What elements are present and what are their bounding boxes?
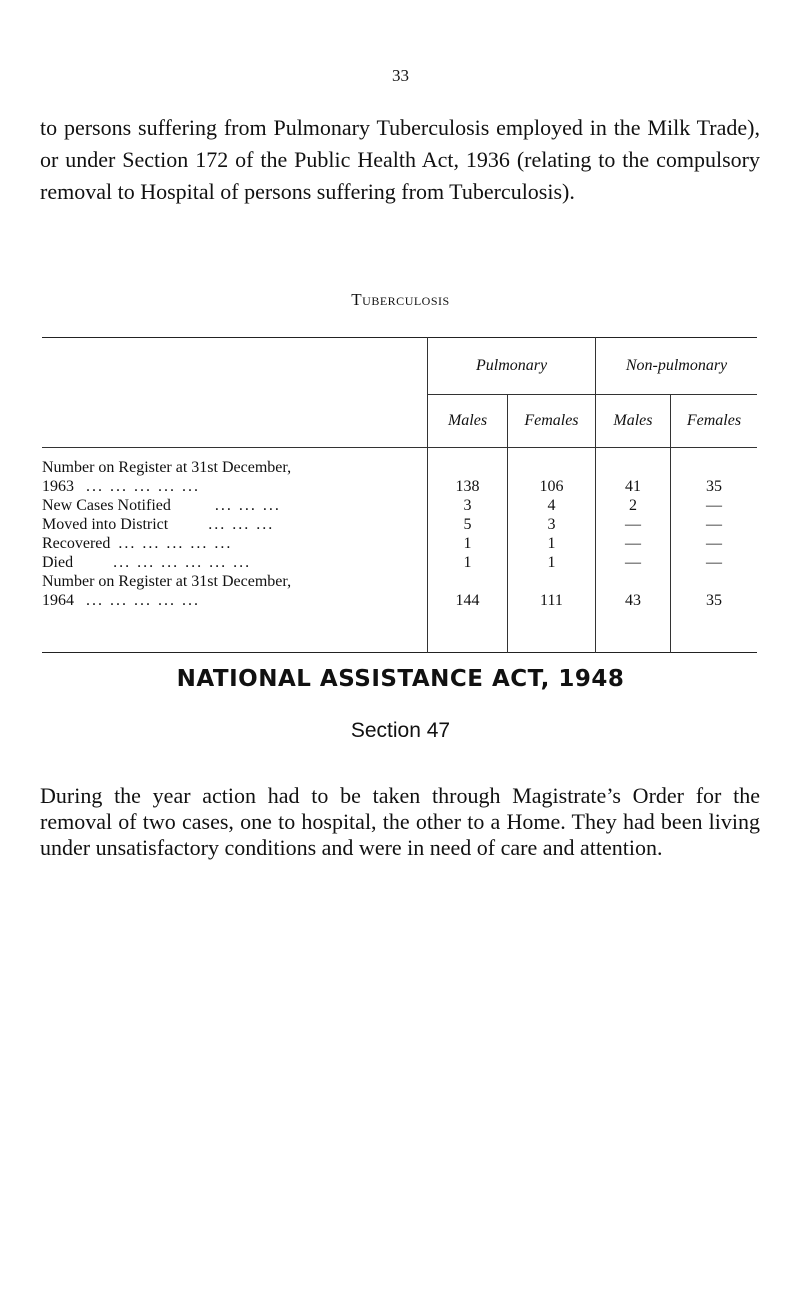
row-label-line1: Number on Register at 31st December, bbox=[42, 573, 292, 590]
leader-dots: ... ... ... ... ... ... bbox=[113, 554, 252, 571]
row-label-line1: Died bbox=[42, 554, 74, 571]
cell-non-pulmonary-females: — bbox=[670, 496, 757, 515]
row-label-line2: 1964 bbox=[42, 592, 74, 609]
row-label bbox=[42, 515, 428, 534]
blank-subheader-cell bbox=[42, 395, 428, 448]
section-body-paragraph: During the year action had to be taken through Magistrate’s Order for the removal of two cases, one to hospital, the other to a Home. They had been living under unsatisfactory conditions and were in need of care and attention. bbox=[40, 783, 760, 860]
table-row bbox=[42, 553, 757, 572]
cell-pulmonary-males: 138 bbox=[428, 448, 508, 497]
leader-dots: ... ... ... ... ... bbox=[86, 478, 200, 495]
cell-pulmonary-females: 3 bbox=[507, 515, 595, 534]
table-row bbox=[42, 515, 757, 534]
cell-pulmonary-males: 144 bbox=[428, 572, 508, 653]
cell-non-pulmonary-males: 41 bbox=[595, 448, 670, 497]
cell-non-pulmonary-males: 43 bbox=[595, 572, 670, 653]
table-row bbox=[42, 496, 757, 515]
leader-dots: ... ... ... bbox=[208, 516, 275, 533]
leader-dots: ... ... ... ... ... bbox=[86, 592, 200, 609]
leader-dots: ... ... ... ... ... bbox=[118, 535, 233, 552]
cell-non-pulmonary-males: — bbox=[595, 534, 670, 553]
cell-non-pulmonary-males: 2 bbox=[595, 496, 670, 515]
cell-pulmonary-males: 1 bbox=[428, 553, 508, 572]
cell-pulmonary-males: 3 bbox=[428, 496, 508, 515]
intro-paragraph: to persons suffering from Pulmonary Tuberculosis employed in the Milk Trade), or under Section 172 of the Public Health Act, 1936 (relating to the compulsory removal to Hospital of persons suffering from Tuberculosis). bbox=[40, 115, 760, 204]
row-label bbox=[42, 553, 428, 572]
cell-non-pulmonary-females: — bbox=[670, 515, 757, 534]
row-label bbox=[42, 448, 428, 497]
page-number: 33 bbox=[392, 66, 409, 85]
blank-header-cell bbox=[42, 338, 428, 395]
cell-pulmonary-males: 5 bbox=[428, 515, 508, 534]
row-label-line2: 1963 bbox=[42, 478, 74, 495]
cell-pulmonary-males: 1 bbox=[428, 534, 508, 553]
cell-non-pulmonary-females: 35 bbox=[670, 572, 757, 653]
table-title: Tuberculosis bbox=[351, 290, 450, 309]
table-row bbox=[42, 448, 757, 497]
row-label-line1: New Cases Notified bbox=[42, 497, 171, 514]
tuberculosis-table bbox=[42, 337, 757, 653]
section-heading: NATIONAL ASSISTANCE ACT, 1948 bbox=[176, 666, 625, 692]
cell-non-pulmonary-females: 35 bbox=[670, 448, 757, 497]
cell-pulmonary-females: 111 bbox=[507, 572, 595, 653]
header-pulmonary-males: Males bbox=[428, 395, 508, 448]
row-label bbox=[42, 534, 428, 553]
cell-pulmonary-females: 4 bbox=[507, 496, 595, 515]
header-pulmonary-females: Females bbox=[507, 395, 595, 448]
table-row bbox=[42, 534, 757, 553]
row-label-line1: Moved into District bbox=[42, 516, 169, 533]
cell-pulmonary-females: 106 bbox=[507, 448, 595, 497]
header-non-pulmonary: Non-pulmonary bbox=[595, 338, 757, 395]
cell-non-pulmonary-males: — bbox=[595, 553, 670, 572]
row-label bbox=[42, 496, 428, 515]
table-group-header-row bbox=[42, 338, 757, 395]
header-pulmonary: Pulmonary bbox=[428, 338, 596, 395]
cell-non-pulmonary-males: — bbox=[595, 515, 670, 534]
cell-non-pulmonary-females: — bbox=[670, 553, 757, 572]
leader-dots: ... ... ... bbox=[214, 497, 281, 514]
header-non-pulmonary-females: Females bbox=[670, 395, 757, 448]
cell-pulmonary-females: 1 bbox=[507, 553, 595, 572]
header-non-pulmonary-males: Males bbox=[595, 395, 670, 448]
section-subheading: Section 47 bbox=[350, 719, 451, 742]
table-subheader-row bbox=[42, 395, 757, 448]
cell-non-pulmonary-females: — bbox=[670, 534, 757, 553]
row-label bbox=[42, 572, 428, 653]
row-label-line1: Number on Register at 31st December, bbox=[42, 459, 292, 476]
row-label-line1: Recovered bbox=[42, 535, 111, 552]
table-row bbox=[42, 572, 757, 653]
cell-pulmonary-females: 1 bbox=[507, 534, 595, 553]
